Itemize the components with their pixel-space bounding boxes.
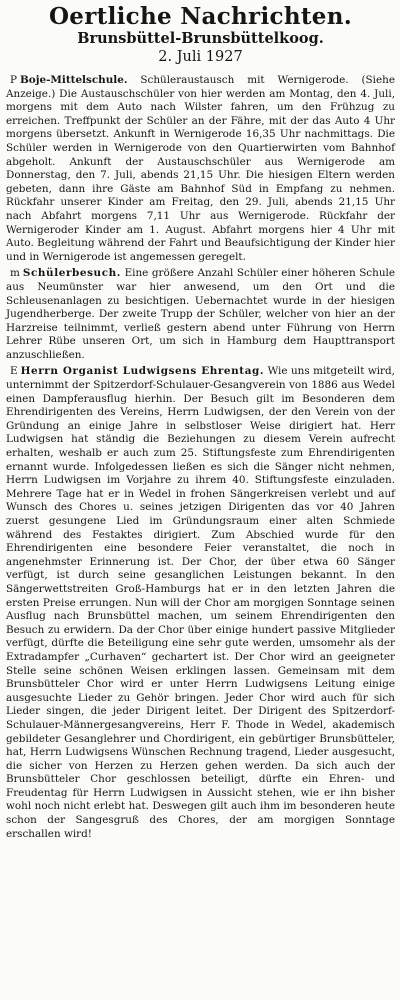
article-ehrentag [6, 365, 395, 841]
article-schuelerbesuch [6, 267, 395, 362]
article-heading: Herrn Organist Ludwigsens Ehrentag. [20, 365, 265, 378]
article-body: Wie uns mitgeteilt wird, unternimmt der Spitzerdorf-Schulauer-Gesangverein von 1886 aus Wedel einen Dampferausflug hierhin. Der Besuch gilt im Besonderen dem Ehrendirigenten des Vereins, Herrn Ludwigsen, der den Verein von der Gründung an einige Jahre in selbstloser Weise dirigiert hat. Herr Ludwigsen hat ständig die Beziehungen zu diesem Verein aufrecht erhalten, weshalb er auch zum 25. Stiftungsfeste zum Ehrendirigenten ernannt wurde. Infolgedessen ließen es sich die Sänger nicht nehmen, Herrn Ludwigsen im Vorjahre zu ihrem 40. Stiftungsfeste einzuladen. Mehrere Tage hat er in Wedel in frohen Sängerkreisen verlebt und auf Wunsch des Chores u. seines jetzigen Dirigenten das vor 40 Jahren zuerst gesungene Lied im Gründungsraum einer alten Schmiede während des Festaktes dirigiert. Zum Abschied wurde für den Ehrendirigenten eine besondere Feier veranstaltet, die noch in angenehmster Erinnerung ist. Der Chor, der über etwa 60 Sänger verfügt, ist durch seine gesanglichen Leistungen bekannt. In den Sängerwettstreiten Groß-Hamburgs hat er in den letzten Jahren die ersten Preise errungen. Nun will der Chor am morgigen Sonntage seinen Ausflug nach Brunsbüttel machen, um seinem Ehrendirigenten den Besuch zu erwidern. Da der Chor über einige hundert passive Mitglieder verfügt, dürfte die Beteiligung eine sehr gute werden, umsomehr als der Extradampfer „Curhaven“ gechartert ist. Der Chor wird an geeigneter Stelle seine schönen Weisen erklingen lassen. Gemeinsam mit dem Brunsbütteler Chor wird er unter Herrn Ludwigsens Leitung einige ausgesuchte Lieder zu Gehör bringen. Jeder Chor wird auch für sich Lieder singen, die jeder Dirigent leitet. Der Dirigent des Spitzerdorf-Schulauer-Männergesangvereins, Herr F. Thode in Wedel, akademisch gebildeter Gesanglehrer und Chordirigent, ein gebürtiger Brunsbütteler, hat, Herrn Ludwigsens Wünschen Rechnung tragend, Lieder ausgesucht, die sicher von Herzen zu Herzen gehen werden. Da sich auch der Brunsbütteler Chor geschlossen beteiligt, dürfte ein Ehren- und Freudentag für Herrn Ludwigsen in Aussicht stehen, wie er ihn bisher wohl noch nicht erlebt hat. Deswegen gilt auch ihm im besonderen heute schon der Sangesgruß des Chores, der am morgigen Sonntage erschallen wird! [6, 365, 395, 840]
article-marker: E [10, 365, 18, 378]
article-body: Schüleraustausch mit Wernigerode. (Siehe Anzeige.) Die Austauschschüler von hier werden am Montag, den 4. Juli, morgens mit dem Auto nach Wilster fahren, um den Frühzug zu erreichen. Treffpunkt der Schüler an der Fähre, mit der das Auto 4 Uhr morgens übersetzt. Ankunft in Wernigerode 16,35 Uhr nachmittags. Die Schüler werden in Wernigerode von den Quartierwirten vom Bahnhof abgeholt. Ankunft der Austauschschüler aus Wernigerode am Donnerstag, den 7. Juli, abends 21,15 Uhr. Die hiesigen Eltern werden gebeten, dann ihre Gäste am Bahnhof Süd in Empfang zu nehmen. Rückfahr unserer Kinder am Freitag, den 29. Juli, abends 21,15 Uhr nach Abfahrt morgens 7,11 Uhr aus Wernigerode. Rückfahr der Wernigeroder Kinder am 1. August. Abfahrt morgens hier 4 Uhr mit Auto. Begleitung während der Fahrt und Beaufsichtigung der Kinder hier und in Wernigerode ist angemessen geregelt. [6, 74, 395, 263]
article-marker: m [10, 267, 20, 280]
location-subtitle: Brunsbüttel-Brunsbüttelkoog. [77, 30, 324, 47]
article-body: Eine größere Anzahl Schüler einer höheren Schule aus Neumünster war hier anwesend, um den Ort und die Schleusenanlagen zu besichtigen. Uebernachtet wurde in der hiesigen Jugendherberge. Der zweite Trupp der Schüler, welcher von hier an der Harzreise teilnimmt, verließ gestern abend unter Führung von Herrn Lehrer Rübe unseren Ort, um sich in Hamburg dem Haupttransport anzuschließen. [6, 267, 395, 361]
article-schueleraustausch [6, 74, 395, 264]
article-marker: P [10, 74, 17, 86]
dateline: 2. Juli 1927 [158, 49, 243, 65]
section-title: Oertliche Nachrichten. [48, 3, 353, 30]
masthead [6, 4, 395, 66]
article-heading: Schülerbesuch. [22, 267, 122, 280]
article-heading: Boje-Mittelschule. [20, 74, 128, 86]
